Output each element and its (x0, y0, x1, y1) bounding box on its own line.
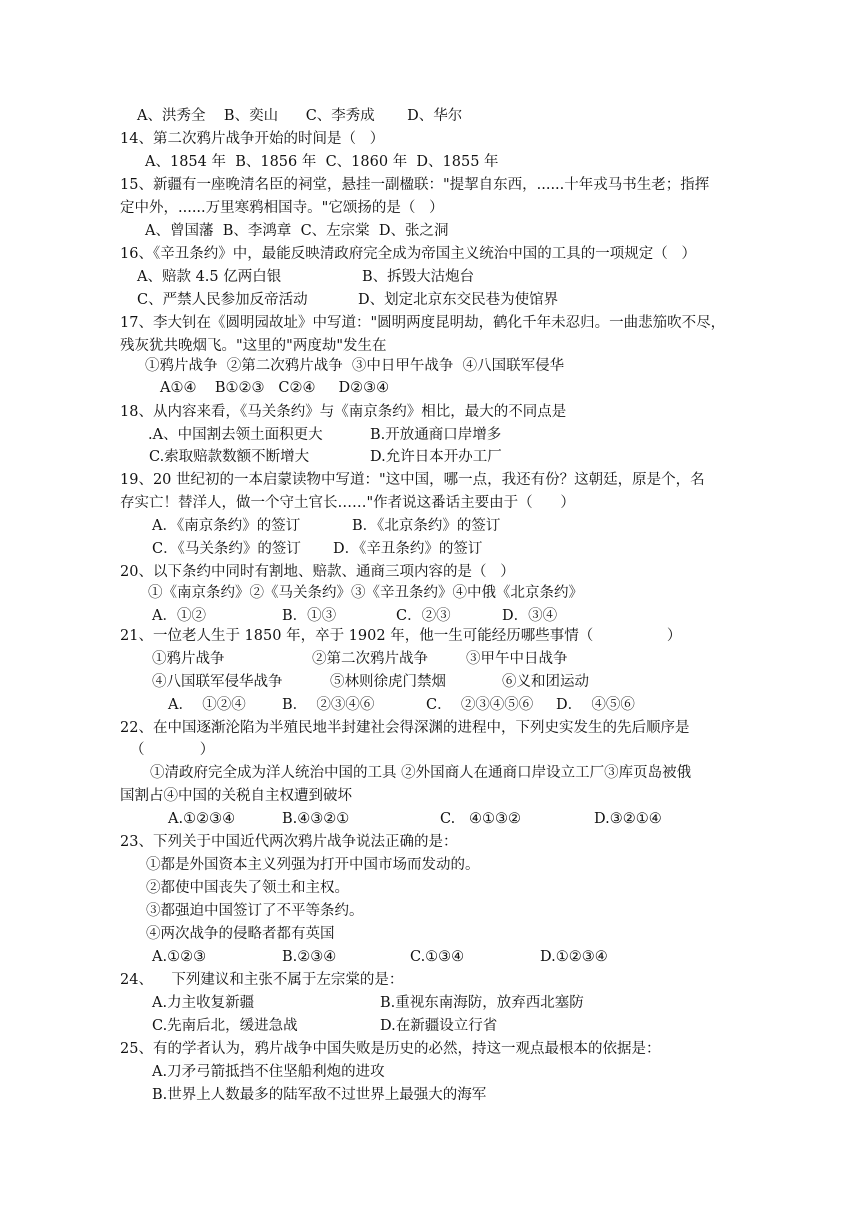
q22-items-line2: 国割占④中国的关税自主权遭到破坏 (120, 788, 352, 804)
q23-option-d: D.①②③④ (540, 949, 608, 965)
q21-item-4: ④八国联军侵华战争 (152, 674, 283, 690)
q23-stem: 23、下列关于中国近代两次鸦片战争说法正确的是： (120, 834, 458, 850)
q13-options: A、洪秀全 B、奕山 C、李秀成 D、华尔 (137, 108, 463, 124)
q21-option-b: B． ②③④⑥ (282, 697, 375, 713)
q18-option-a: .A、中国割去领土面积更大 (148, 427, 323, 443)
q19-option-b: B．《北京条约》的签订 (352, 518, 501, 534)
q16-option-b: B、拆毁大沽炮台 (362, 269, 475, 285)
q25-stem: 25、有的学者认为，鸦片战争中国失败是历史的必然，持这一观点最根本的依据是： (120, 1041, 661, 1057)
q22-option-a: A.①②③④ (168, 811, 236, 827)
q25-option-a: A.刀矛弓箭抵挡不住坚船利炮的进攻 (152, 1064, 385, 1080)
q21-item-6: ⑥义和团运动 (502, 674, 589, 690)
q22-stem-line2: （ ） (130, 742, 215, 758)
q23-option-b: B.②③④ (282, 949, 337, 965)
q24-option-c: C.先南后北，缓进急战 (152, 1018, 298, 1034)
q20-option-b: B．①③ (282, 608, 337, 624)
q19-option-c: C．《马关条约》的签订 (152, 541, 301, 557)
q19-stem-line2: 存实亡！替洋人，做一个守土官长……"作者说这番话主要由于（ ） (120, 495, 575, 511)
q22-option-d: D.③②①④ (594, 811, 662, 827)
q16-option-a: A、赔款 4.5 亿两白银 (137, 269, 282, 285)
q21-option-c: C． ②③④⑤⑥ (426, 697, 534, 713)
q21-item-1: ①鸦片战争 (152, 651, 225, 667)
q20-items: ①《南京条约》②《马关条约》③《辛丑条约》④中俄《北京条约》 (148, 585, 583, 601)
q23-option-a: A.①②③ (152, 949, 207, 965)
q20-stem: 20、以下条约中同时有割地、赔款、通商三项内容的是（ ） (120, 564, 515, 580)
q23-option-c: C.①③④ (410, 949, 465, 965)
q21-option-d: D． ④⑤⑥ (556, 697, 635, 713)
q18-stem: 18、从内容来看，《马关条约》与《南京条约》相比，最大的不同点是 (120, 404, 567, 420)
q23-item-1: ①都是外国资本主义列强为打开中国市场而发动的。 (146, 857, 480, 873)
q15-stem-line2: 定中外，......万里寒鸦相国寺。"它颂扬的是（ ） (120, 200, 444, 216)
q15-options: A、曾国藩 B、李鸿章 C、左宗棠 D、张之洞 (145, 223, 449, 239)
q23-item-4: ④两次战争的侵略者都有英国 (146, 926, 335, 942)
q22-stem-line1: 22、在中国逐渐沦陷为半殖民地半封建社会得深渊的进程中，下列史实发生的先后顺序是 (120, 720, 690, 736)
q20-option-a: A．①② (152, 608, 206, 624)
q20-option-d: D．③④ (502, 608, 558, 624)
q17-stem-line1: 17、李大钊在《圆明园故址》中写道："圆明两度昆明劫，鹤化千年未忍归。一曲悲笳吹不尽， (120, 315, 726, 331)
q14-options: A、1854 年 B、1856 年 C、1860 年 D、1855 年 (145, 154, 499, 170)
q20-option-c: C．②③ (396, 608, 451, 624)
q22-option-c: C. ④①③② (440, 811, 522, 827)
q17-items: ①鸦片战争 ②第二次鸦片战争 ③中日甲午战争 ④八国联军侵华 (145, 358, 565, 374)
q18-option-b: B.开放通商口岸增多 (370, 427, 502, 443)
q23-item-2: ②都使中国丧失了领土和主权。 (146, 880, 349, 896)
q15-stem-line1: 15、新疆有一座晚清名臣的祠堂，悬挂一副楹联："提挈自东西，......十年戎马书生老；指挥 (120, 177, 710, 193)
q14-stem: 14、第二次鸦片战争开始的时间是（ ） (120, 131, 385, 147)
q21-item-5: ⑤林则徐虎门禁烟 (330, 674, 446, 690)
q21-stem: 21、一位老人生于 1850 年，卒于 1902 年，他一生可能经历哪些事情（ ） (120, 628, 682, 644)
q24-option-d: D.在新疆设立行省 (380, 1018, 498, 1034)
q18-option-c: C.索取赔款数额不断增大 (149, 449, 310, 465)
q19-option-a: A．《南京条约》的签订 (152, 518, 301, 534)
q24-option-a: A.力主收复新疆 (152, 995, 255, 1011)
q18-option-d: D.允许日本开办工厂 (370, 449, 502, 465)
q17-stem-line2: 残灰犹共晚烟飞。"这里的"两度劫"发生在 (120, 338, 387, 354)
q22-option-b: B.④③②① (282, 811, 350, 827)
q24-option-b: B.重视东南海防，放弃西北塞防 (380, 995, 584, 1011)
q24-stem: 24、 下列建议和主张不属于左宗棠的是： (120, 972, 404, 988)
q16-option-c: C、严禁人民参加反帝活动 (137, 292, 308, 308)
q23-item-3: ③都强迫中国签订了不平等条约。 (146, 903, 364, 919)
q19-stem-line1: 19、20 世纪初的一本启蒙读物中写道："这中国，哪一点，我还有份？这朝廷，原是个，名 (120, 472, 705, 488)
q22-items-line1: ①清政府完全成为洋人统治中国的工具 ②外国商人在通商口岸设立工厂③库页岛被俄 (150, 765, 692, 781)
q25-option-b: B.世界上人数最多的陆军敌不过世界上最强大的海军 (152, 1087, 487, 1103)
q19-option-d: D．《辛丑条约》的签订 (333, 541, 483, 557)
q16-option-d: D、划定北京东交民巷为使馆界 (358, 292, 559, 308)
q21-item-3: ③甲午中日战争 (466, 651, 568, 667)
q17-options: A①④ B①②③ C②④ D②③④ (160, 380, 390, 396)
q16-stem: 16、《辛丑条约》中，最能反映清政府完全成为帝国主义统治中国的工具的一项规定（ ） (120, 246, 697, 262)
q21-option-a: A． ①②④ (168, 697, 246, 713)
q21-item-2: ②第二次鸦片战争 (312, 651, 428, 667)
